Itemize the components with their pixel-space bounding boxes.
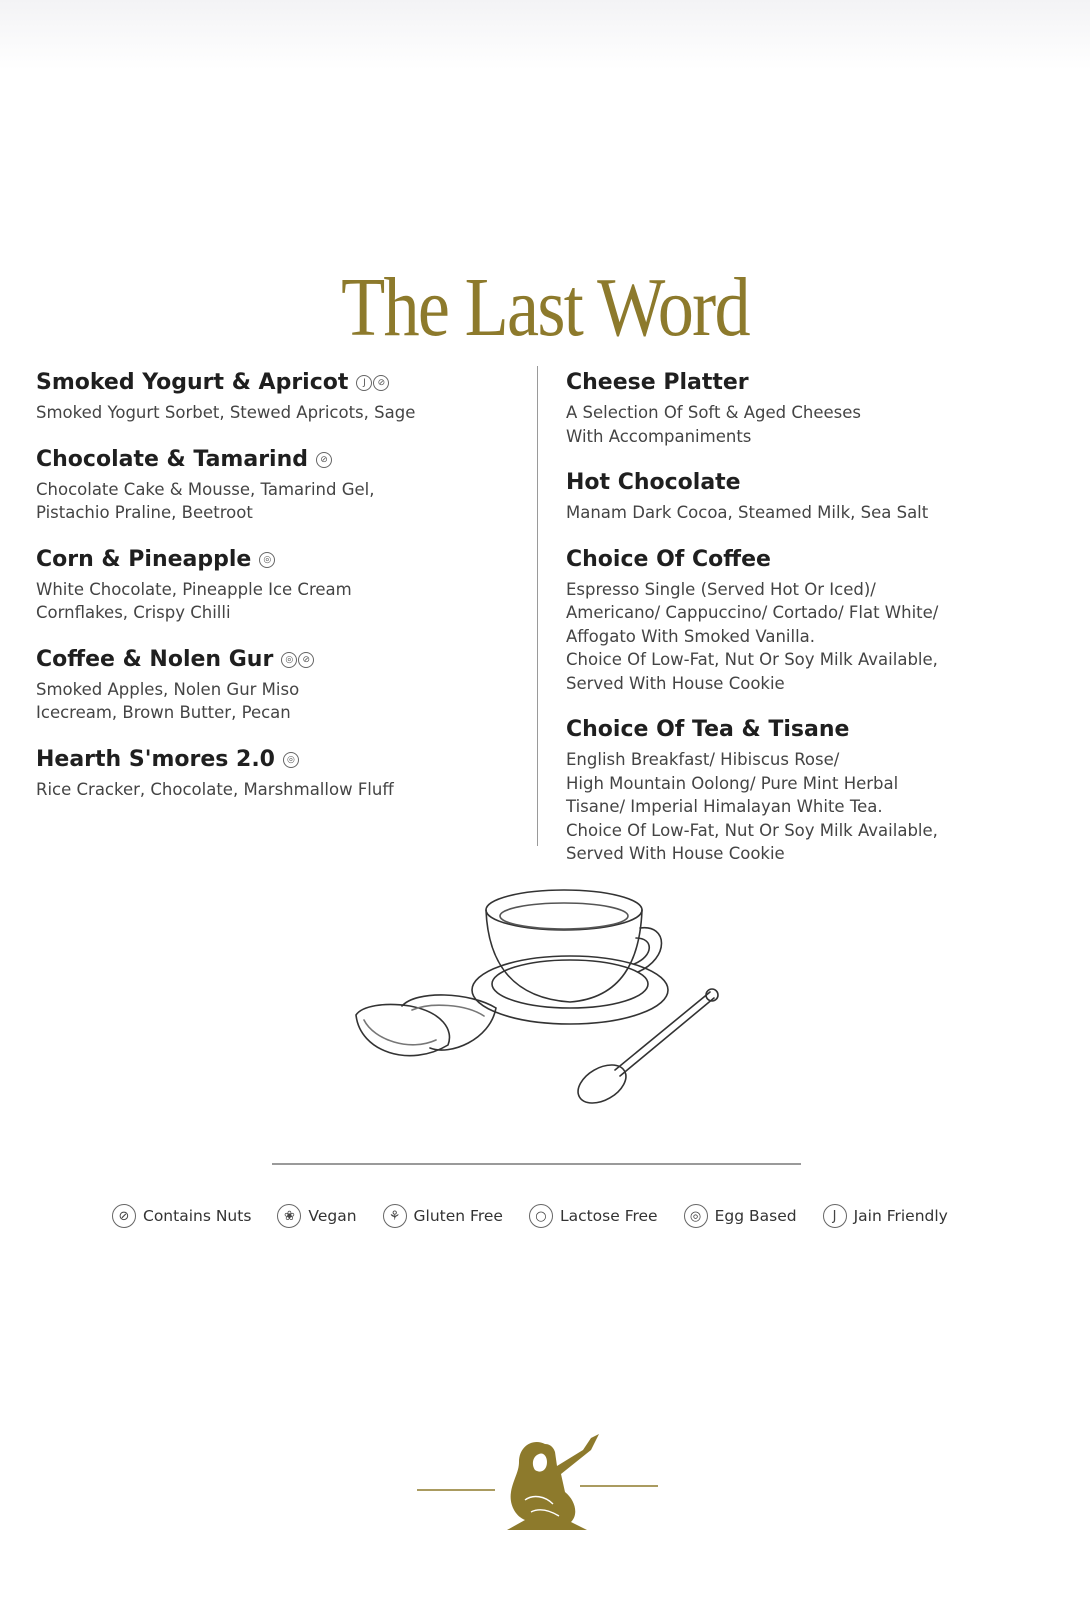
menu-item [36,645,516,725]
legend-item [383,1204,503,1228]
coffee-surface [500,903,628,929]
menu-item-description: Smoked Apples, Nolen Gur Miso Icecream, Brown Butter, Pecan [36,679,300,722]
menu-item-name-text: Corn & Pineapple [36,546,252,572]
dietary-legend [112,1200,992,1232]
menu-item-description: A Selection Of Soft & Aged Cheeses With Accompaniments [566,403,862,446]
legend-item [112,1204,251,1228]
menu-item-name [36,445,516,475]
vegan-icon: ❀ [277,1204,301,1228]
page-title: The Last Word [341,261,749,354]
menu-item-name [36,545,516,575]
teacup-illustration [350,880,730,1120]
spoon-bowl [571,1057,632,1111]
menu-item-name [566,368,1066,398]
menu-item-name [566,545,1066,575]
legend-label: Vegan [308,1207,357,1225]
menu-item-name-text: Choice Of Coffee [566,546,771,572]
menu-item-name [36,368,516,398]
menu-item-description: Manam Dark Cocoa, Steamed Milk, Sea Salt [566,503,929,522]
legend-item [684,1204,797,1228]
spoon-handle [615,992,710,1070]
legend-label: Contains Nuts [143,1207,252,1225]
lactose-free-icon: ○ [529,1204,553,1228]
menu-item [566,368,1066,448]
legend-label: Lactose Free [559,1207,658,1225]
brand-logo [415,1430,660,1540]
menu-item [566,545,1066,696]
menu-item-name [566,468,1066,498]
menu-item [36,368,516,425]
dietary-badges [356,375,389,391]
menu-item-name [36,645,516,675]
menu-item-name-text: Choice Of Tea & Tisane [566,717,850,742]
menu-item [36,545,516,625]
legend-label: Jain Friendly [853,1207,948,1225]
apricot-slice-1-inner [364,1020,436,1045]
contains-nuts-icon: ⊘ [112,1204,136,1228]
menu-item-description: Smoked Yogurt Sorbet, Stewed Apricots, Sage [36,403,416,422]
jain-friendly-icon: J [823,1204,847,1228]
legend-item [277,1204,356,1228]
menu-item-description: Espresso Single (Served Hot Or Iced)/ Americano/ Cappuccino/ Cortado/ Flat White/ Affogato With Smoked Vanilla. Choice Of Low-Fat, Nut Or Soy Milk Available, Served With House Cookie [566,579,939,693]
contains-nuts-icon: ⊘ [298,652,314,668]
menu-item-name-text: Coffee & Nolen Gur [36,646,274,672]
menu-column-right [566,368,1066,886]
menu-column-left [36,368,516,821]
menu-item-name [566,715,1066,745]
apricot-slice-1 [356,1004,449,1055]
egg-based-icon: ◎ [281,652,297,668]
egg-based-icon: ◎ [283,752,299,768]
dietary-badges [281,652,314,668]
menu-item-description: English Breakfast/ Hibiscus Rose/ High Mountain Oolong/ Pure Mint Herbal Tisane/ Imperial Himalayan White Tea. Choice Of Low-Fat, Nut Or Soy Milk Available, Served With House Cookie [566,750,938,863]
legend-item [823,1204,948,1228]
gluten-free-icon: ⚘ [383,1204,407,1228]
legend-item [529,1204,658,1228]
dietary-badges [316,452,332,468]
menu-item-name-text: Chocolate & Tamarind [36,446,308,472]
column-divider [537,366,538,846]
menu-item-name-text: Hot Chocolate [566,470,741,495]
menu-item [566,715,1066,866]
menu-item-name [36,745,516,775]
menu-item [36,445,516,525]
cup-rim [486,890,642,930]
contains-nuts-icon: ⊘ [373,375,389,391]
saucer-inner [492,960,648,1008]
menu-item-name-text: Smoked Yogurt & Apricot [36,370,349,395]
egg-based-icon: ◎ [259,552,275,568]
legend-label: Egg Based [714,1207,797,1225]
menu-item-description: Rice Cracker, Chocolate, Marshmallow Fluff [36,779,394,799]
top-shade [0,0,1090,70]
jain-friendly-icon: J [356,375,372,391]
legend-label: Gluten Free [413,1207,503,1225]
section-rule [272,1163,801,1165]
spoon-handle-2 [620,998,714,1076]
menu-item-name-text: Cheese Platter [566,370,749,395]
menu-item-name-text: Hearth S'mores 2.0 [36,746,275,772]
dietary-badges [283,752,299,768]
cup-handle-inner [634,938,649,964]
apricot-slice-2-inner [412,1005,484,1016]
menu-item-description: Chocolate Cake & Mousse, Tamarind Gel, Pistachio Praline, Beetroot [36,479,375,522]
dietary-badges [259,552,275,568]
menu-item-description: White Chocolate, Pineapple Ice Cream Cornflakes, Crispy Chilli [36,579,352,622]
contains-nuts-icon: ⊘ [316,452,332,468]
egg-based-icon: ◎ [684,1204,708,1228]
menu-item [36,745,516,802]
menu-item [566,468,1066,525]
